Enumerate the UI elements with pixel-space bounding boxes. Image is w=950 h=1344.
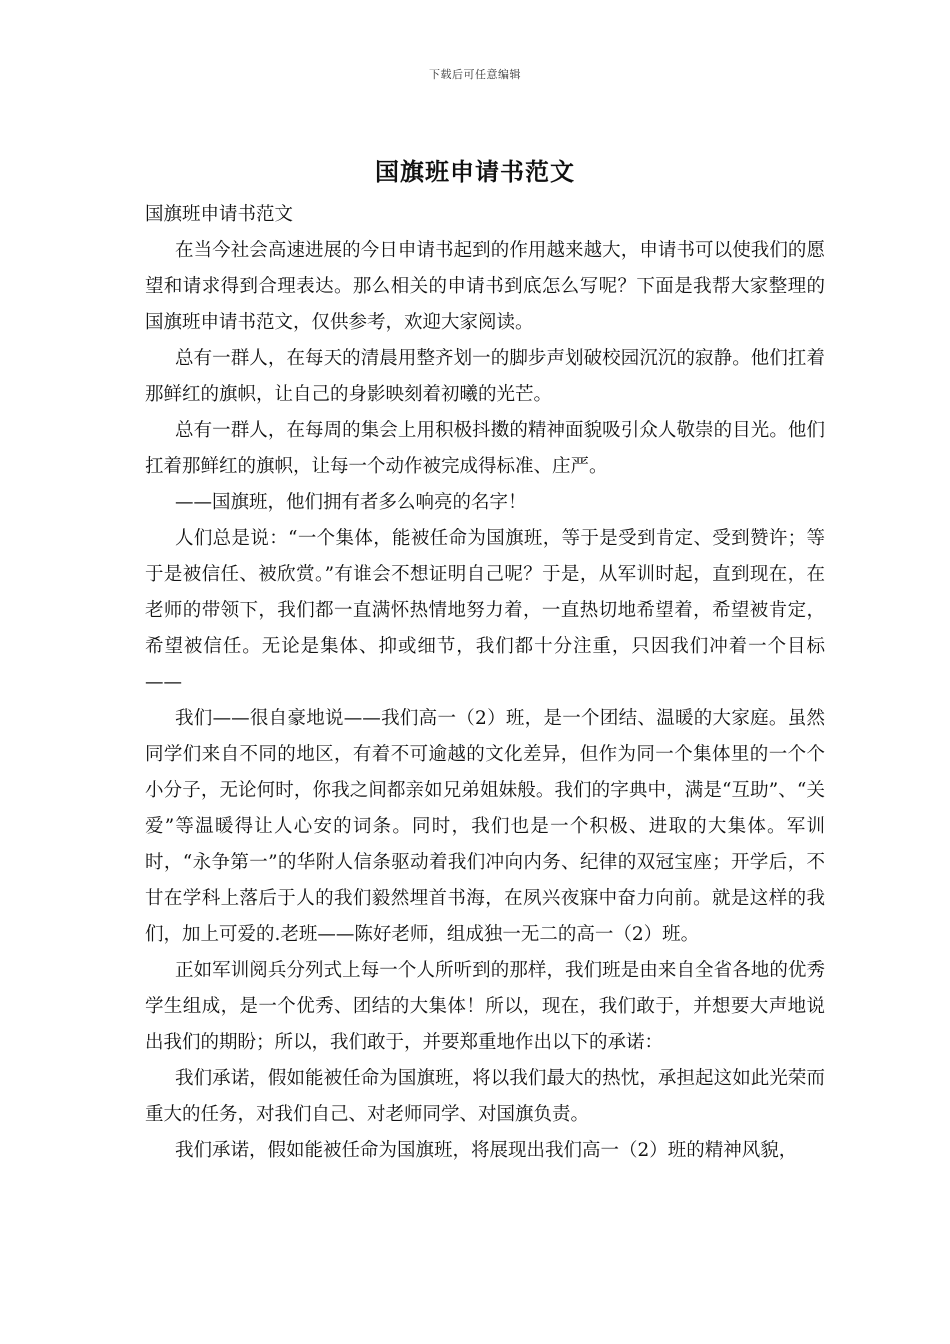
body-paragraph: 我们——很自豪地说——我们高一（2）班，是一个团结、温暖的大家庭。虽然同学们来自不同的地区，有着不可逾越的文化差异，但作为同一个集体里的一个个小分子，无论何时，你我之间都亲如兄弟姐妹般。我们的字典中，满是“互助”、“关爱”等温暖得让人心安的词条。同时，我们也是一个积极、进取的大集体。军训时，“永争第一”的华附人信条驱动着我们冲向内务、纪律的双冠宝座；开学后，不甘在学科上落后于人的我们毅然埋首书海，在夙兴夜寐中奋力向前。就是这样的我们，加上可爱的.老班——陈好老师，组成独一无二的高一（2）班。 bbox=[145, 708, 825, 945]
page-header-note: 下载后可任意编辑 bbox=[429, 68, 521, 81]
body-paragraph: 我们承诺，假如能被任命为国旗班，将展现出我们高一（2）班的精神风貌， bbox=[175, 1140, 798, 1161]
body-paragraph: 人们总是说：“一个集体，能被任命为国旗班，等于是受到肯定、受到赞许；等于是被信任、被欣赏。”有谁会不想证明自己呢？于是，从军训时起，直到现在，在老师的带领下，我们都一直满怀热情地努力着，一直热切地希望着，希望被肯定，希望被信任。无论是集体、抑或细节，我们都十分注重，只因我们冲着一个目标—— bbox=[145, 528, 825, 693]
body-paragraph: 我们承诺，假如能被任命为国旗班，将以我们最大的热忱，承担起这如此光荣而重大的任务，对我们自己、对老师同学、对国旗负责。 bbox=[145, 1068, 825, 1125]
body-paragraph: 正如军训阅兵分列式上每一个人所听到的那样，我们班是由来自全省各地的优秀学生组成，是一个优秀、团结的大集体！所以，现在，我们敢于，并想要大声地说出我们的期盼；所以，我们敢于，并要郑重地作出以下的承诺： bbox=[145, 960, 825, 1053]
body-paragraph: ——国旗班，他们拥有者多么响亮的名字！ bbox=[175, 492, 527, 513]
subtitle-paragraph: 国旗班申请书范文 bbox=[145, 204, 294, 225]
body-paragraph: 在当今社会高速进展的今日申请书起到的作用越来越大，申请书可以使我们的愿望和请求得到合理表达。那么相关的申请书到底怎么写呢？下面是我帮大家整理的国旗班申请书范文，仅供参考，欢迎大家阅读。 bbox=[145, 240, 825, 333]
body-paragraph: 总有一群人，在每周的集会上用积极抖擞的精神面貌吸引众人敬崇的目光。他们扛着那鲜红的旗帜，让每一个动作被完成得标准、庄严。 bbox=[145, 420, 825, 477]
document-title: 国旗班申请书范文 bbox=[375, 157, 575, 186]
document-body bbox=[145, 197, 825, 1169]
body-paragraph: 总有一群人，在每天的清晨用整齐划一的脚步声划破校园沉沉的寂静。他们扛着那鲜红的旗帜，让自己的身影映刻着初曦的光芒。 bbox=[145, 348, 825, 405]
